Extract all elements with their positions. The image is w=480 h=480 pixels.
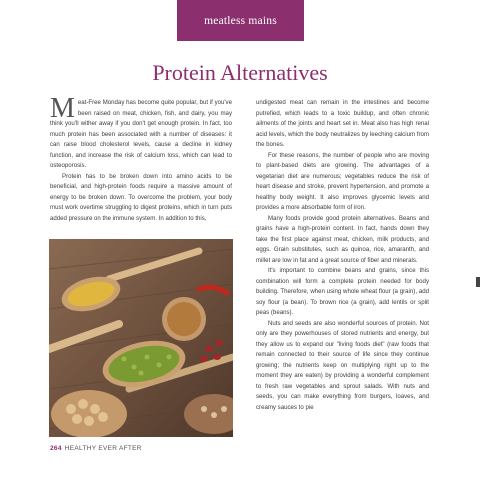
legumes-photo — [49, 239, 233, 437]
article-title: Protein Alternatives — [152, 60, 328, 85]
paragraph: undigested meat can remain in the intestines and become putrefied, which leads to a toxic buildup, and often chronic ailments of the joints and heart set in. Meat also has high renal acid levels, which the body neutralizes by leeching calcium from the bones. — [256, 99, 429, 148]
paragraph — [50, 93, 232, 172]
section-header-tab — [177, 0, 304, 41]
page-footer — [50, 445, 142, 452]
page-edge-tab — [476, 277, 480, 287]
section-label: meatless mains — [204, 14, 277, 27]
paragraph: Nuts and seeds are also wonderful sources of protein. Not only are they powerhouses of stored nutrients and energy, but they allow us to expand our "living foods diet" (raw foods that remain connected to their source of life since they continue growing; the nutrients keep on multiplying right up to the moment they are eaten) by providing a wonderful complement to fresh raw vegetables and sprout salads. With nuts and seeds, you can make everything from burgers, loaves, and creamy sauces to pie — [256, 319, 429, 411]
page-number: 264 — [50, 445, 62, 452]
paragraph-text: eat-Free Monday has become quite popular, but if you've been raised on meat, chicken, fish, and dairy, you may think you'll wither away if you don't get enough protein. In fact, too much protein has been associated with a number of diseases: it can raise blood cholesterol levels, cause a decline in kidney function, and increase the risk of calcium loss, which can lead to osteoporosis. — [50, 99, 232, 169]
paragraph: For these reasons, the number of people who are moving to plant-based diets are growing. The advantages of a vegetarian diet are numerous; vegetables reduce the risk of heart disease and stroke, prevent hypertension, and promote a healthy body weight. It also improves glycemic levels and provides a more absorbable form of iron. — [256, 151, 429, 211]
paragraph: It's important to combine beans and grains, since this combination will form a complete protein needed for body building. Therefore, when using whole wheat flour (a grain), add soy flour (a bean). To brown rice (a grain), add lentils or split peas (beans). — [256, 267, 429, 316]
book-title: HEALTHY EVER AFTER — [64, 445, 142, 452]
left-column — [50, 93, 232, 224]
paragraph: Many foods provide good protein alternatives. Beans and grains have a high-protein content. In fact, hands down they take the first place against meat, chicken, milk products, and eggs. Grain substitutes, such as quinoa, rice, amaranth, and millet are low in fat and a great source of fiber and minerals. — [256, 214, 429, 264]
drop-cap: M — [50, 93, 75, 124]
right-column — [256, 98, 429, 413]
paragraph: Protein has to be broken down into amino acids to be beneficial, and high-protein foods require a massive amount of energy to be broken down. To overcome the problem, your body must work overtime struggling to digest proteins, which in turn puts added pressure on the immune system. In addition to this, — [50, 172, 232, 222]
